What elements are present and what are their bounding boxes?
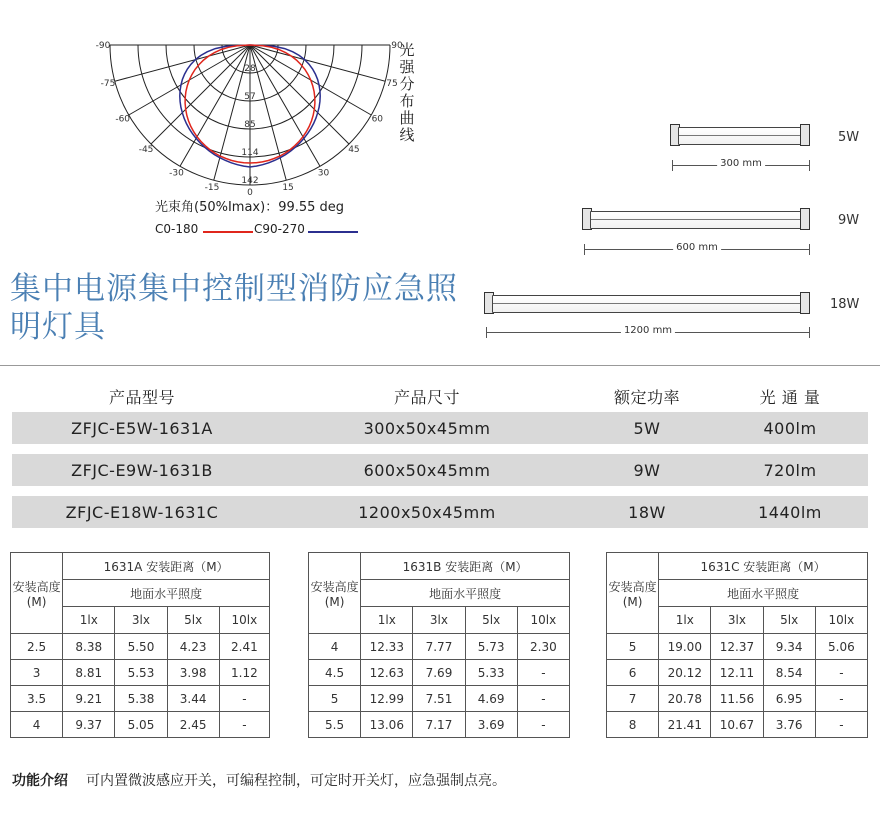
distance-cell: 20.78 — [659, 686, 711, 712]
distance-cell: 5.38 — [115, 686, 167, 712]
distance-cell: 10.67 — [711, 712, 763, 738]
distance-cell: - — [517, 686, 569, 712]
distance-cell: 7.51 — [413, 686, 465, 712]
section-divider — [0, 365, 880, 366]
illuminance-subheader: 地面水平照度 — [63, 580, 270, 607]
dimension-1200-label: 1200 mm — [621, 325, 675, 336]
product-size: 1200x50x45mm — [358, 502, 496, 522]
illuminance-subheader: 地面水平照度 — [659, 580, 868, 607]
header-size: 产品尺寸 — [393, 387, 460, 407]
polar-angle-label: -75 — [100, 79, 116, 90]
table-row — [11, 686, 270, 712]
lux-header: 3lx — [413, 607, 465, 634]
distance-cell: 3.69 — [465, 712, 517, 738]
height-header: 安装高度(M) — [11, 553, 63, 634]
distance-cell: 7.69 — [413, 660, 465, 686]
distance-cell: 5.73 — [465, 634, 517, 660]
lux-header: 1lx — [361, 607, 413, 634]
watt-9w: 9W — [838, 213, 860, 228]
product-size: 600x50x45mm — [363, 460, 491, 480]
vertical-chart-label: 光强分布曲线 — [399, 41, 415, 144]
feature-description — [12, 770, 506, 790]
watt-5w: 5W — [838, 130, 860, 145]
install-height-cell: 4 — [11, 712, 63, 738]
install-height-cell: 5 — [607, 634, 659, 660]
install-height-cell: 4 — [309, 634, 361, 660]
polar-spoke — [250, 45, 320, 166]
polar-spoke — [250, 45, 349, 144]
header-power: 额定功率 — [613, 387, 680, 407]
distance-cell: 3.44 — [167, 686, 219, 712]
table-row — [11, 660, 270, 686]
dimension-300-label: 300 mm — [717, 158, 765, 169]
distance-cell: 13.06 — [361, 712, 413, 738]
polar-angle-label: -30 — [169, 168, 184, 179]
install-height-cell: 3.5 — [11, 686, 63, 712]
install-height-cell: 7 — [607, 686, 659, 712]
lux-header: 3lx — [711, 607, 763, 634]
lamp-drawing-18w — [484, 292, 810, 314]
distance-cell: 2.45 — [167, 712, 219, 738]
table-row — [607, 634, 868, 660]
lamp-drawing-9w — [582, 208, 810, 230]
polar-spoke — [180, 45, 250, 166]
distance-cell: 5.50 — [115, 634, 167, 660]
page-title: 集中电源集中控制型消防应急照明灯具 — [10, 271, 458, 345]
table-row — [309, 686, 570, 712]
install-table-1631c — [606, 552, 868, 738]
lux-header: 10lx — [517, 607, 569, 634]
beam-angle-text: 光束角(50%Imax)：99.55 deg — [155, 200, 345, 215]
product-flux: 400lm — [763, 418, 817, 438]
table-row — [607, 712, 868, 738]
distance-cell: 8.54 — [763, 660, 815, 686]
lux-header: 1lx — [659, 607, 711, 634]
table-row — [11, 634, 270, 660]
install-height-cell: 6 — [607, 660, 659, 686]
distance-cell: - — [219, 712, 269, 738]
polar-angle-label: 90 — [391, 41, 403, 51]
polar-spoke — [250, 45, 385, 81]
distance-cell: 2.41 — [219, 634, 269, 660]
lux-header: 5lx — [465, 607, 517, 634]
polar-angle-label: -60 — [115, 114, 131, 125]
install-table-title: 1631B 安装距离（M） — [361, 553, 570, 580]
legend-c0-line — [203, 231, 253, 233]
polar-angle-label: 45 — [348, 144, 360, 155]
distance-cell: 21.41 — [659, 712, 711, 738]
legend-c90-line — [308, 231, 358, 233]
polar-angle-label: 60 — [371, 114, 384, 125]
distance-cell: - — [815, 712, 867, 738]
table-row — [607, 660, 868, 686]
dimension-1200 — [486, 325, 810, 339]
distance-cell: - — [815, 686, 867, 712]
lux-header: 3lx — [115, 607, 167, 634]
table-row — [607, 686, 868, 712]
polar-angle-label: 30 — [317, 168, 330, 179]
product-power: 5W — [633, 418, 661, 438]
polar-angle-label: 75 — [386, 79, 398, 90]
distance-cell: 3.76 — [763, 712, 815, 738]
product-table-header — [12, 380, 868, 412]
feature-text: 可内置微波感应开关，可编程控制，可定时开关灯，应急强制点亮。 — [86, 773, 506, 789]
distance-cell: 5.53 — [115, 660, 167, 686]
distance-cell: 12.11 — [711, 660, 763, 686]
install-table-1631b — [308, 552, 570, 738]
distance-cell: 20.12 — [659, 660, 711, 686]
product-model: ZFJC-E9W-1631B — [71, 460, 213, 480]
height-header: 安装高度(M) — [607, 553, 659, 634]
product-flux: 1440lm — [758, 502, 822, 522]
table-row — [309, 634, 570, 660]
header-flux: 光 通 量 — [759, 387, 821, 407]
install-height-cell: 4.5 — [309, 660, 361, 686]
legend-c90-label: C90-270 — [254, 222, 305, 236]
product-power: 9W — [633, 460, 661, 480]
polar-radial-label: 57 — [244, 92, 256, 102]
polar-angle-label: -90 — [95, 41, 111, 51]
lux-header: 10lx — [219, 607, 269, 634]
legend-c0-label: C0-180 — [155, 222, 199, 236]
product-model: ZFJC-E5W-1631A — [71, 418, 213, 438]
install-height-cell: 3 — [11, 660, 63, 686]
distance-cell: 4.23 — [167, 634, 219, 660]
install-height-cell: 2.5 — [11, 634, 63, 660]
illuminance-subheader: 地面水平照度 — [361, 580, 570, 607]
table-row — [309, 712, 570, 738]
distance-cell: 11.56 — [711, 686, 763, 712]
polar-radial-label: 85 — [244, 120, 256, 130]
product-table — [12, 380, 868, 538]
distance-cell: - — [815, 660, 867, 686]
polar-radial-label: 142 — [241, 176, 259, 186]
polar-angle-label: 0 — [247, 188, 253, 198]
lux-header: 5lx — [167, 607, 219, 634]
distance-cell: 7.77 — [413, 634, 465, 660]
install-table-title: 1631A 安装距离（M） — [63, 553, 270, 580]
install-height-cell: 8 — [607, 712, 659, 738]
lux-header: 5lx — [763, 607, 815, 634]
install-height-cell: 5 — [309, 686, 361, 712]
distance-cell: 5.06 — [815, 634, 867, 660]
distance-cell: 4.69 — [465, 686, 517, 712]
polar-spoke — [151, 45, 250, 144]
product-flux: 720lm — [763, 460, 817, 480]
distance-cell: 1.12 — [219, 660, 269, 686]
distance-cell: - — [517, 712, 569, 738]
lamp-drawing-5w — [670, 124, 810, 146]
polar-radial-label: 28 — [244, 64, 256, 74]
install-table-1631a — [10, 552, 270, 738]
distance-cell: 6.95 — [763, 686, 815, 712]
distance-cell: 3.98 — [167, 660, 219, 686]
feature-label: 功能介绍 — [12, 773, 68, 789]
product-size: 300x50x45mm — [363, 418, 491, 438]
dimension-600 — [584, 242, 810, 256]
distance-cell: 7.17 — [413, 712, 465, 738]
height-header: 安装高度(M) — [309, 553, 361, 634]
table-row — [309, 660, 570, 686]
product-model: ZFJC-E18W-1631C — [65, 502, 219, 522]
distance-cell: 8.38 — [63, 634, 115, 660]
polar-angle-label: 15 — [282, 182, 294, 193]
distance-cell: 9.34 — [763, 634, 815, 660]
dimension-300 — [672, 158, 810, 172]
dimension-600-label: 600 mm — [673, 242, 721, 253]
product-power: 18W — [628, 502, 666, 522]
distance-cell: 12.37 — [711, 634, 763, 660]
polar-spoke — [115, 45, 250, 81]
distance-cell: 12.99 — [361, 686, 413, 712]
header-model: 产品型号 — [108, 387, 175, 407]
install-height-cell: 5.5 — [309, 712, 361, 738]
watt-18w: 18W — [830, 297, 860, 312]
distance-cell: 12.33 — [361, 634, 413, 660]
polar-radial-label: 114 — [241, 148, 259, 158]
product-row — [12, 412, 868, 444]
distance-cell: 9.37 — [63, 712, 115, 738]
distance-cell: 2.30 — [517, 634, 569, 660]
distance-cell: - — [219, 686, 269, 712]
distance-cell: - — [517, 660, 569, 686]
table-row — [11, 712, 270, 738]
distance-cell: 8.81 — [63, 660, 115, 686]
product-row — [12, 496, 868, 528]
distance-cell: 5.05 — [115, 712, 167, 738]
product-row — [12, 454, 868, 486]
lux-header: 1lx — [63, 607, 115, 634]
distance-cell: 5.33 — [465, 660, 517, 686]
distance-cell: 19.00 — [659, 634, 711, 660]
distance-cell: 12.63 — [361, 660, 413, 686]
install-table-title: 1631C 安装距离（M） — [659, 553, 868, 580]
lux-header: 10lx — [815, 607, 867, 634]
polar-intensity-chart — [95, 30, 405, 200]
polar-angle-label: -45 — [138, 144, 154, 155]
polar-angle-label: -15 — [204, 182, 220, 193]
distance-cell: 9.21 — [63, 686, 115, 712]
